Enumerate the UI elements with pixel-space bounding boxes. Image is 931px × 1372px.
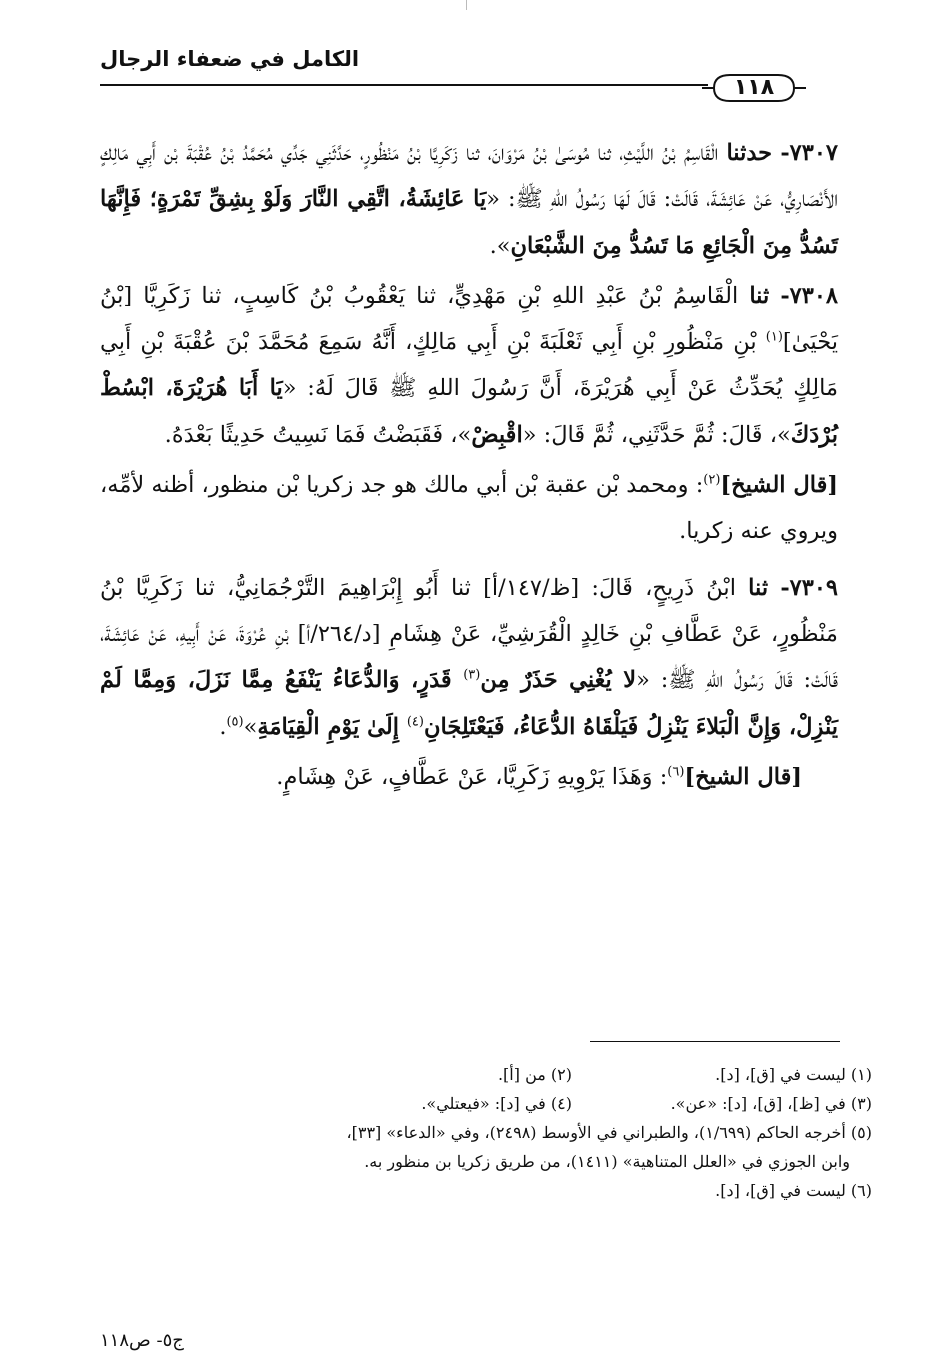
sheikh-text: : وَهَذَا يَرْوِيهِ زَكَرِيَّا، عَنْ عَطَّافٍ، عَنْ هِشَامٍ.: [276, 763, 668, 790]
main-text: [100, 130, 838, 804]
hadith-text-end: ».: [489, 232, 511, 259]
sheikh-label: [قال الشيخ]: [684, 763, 802, 790]
sheikh-label: [قال الشيخ]: [720, 472, 839, 499]
footnote-ref: (٢): [703, 472, 721, 488]
page-number-badge: [700, 72, 808, 104]
footnote-3: (٣) في [ظ]، [ق]، [د]: «عن».: [670, 1094, 872, 1113]
page-number: ١١٨: [733, 75, 775, 100]
hadith-lead: ثنا: [748, 574, 769, 601]
hadith-text: ابْنُ ذَرِيحٍ، قَالَ: [ظ/١٤٧/أ] ثنا أَبُو إِبْرَاهِيمَ التَّرْجُمَانِيُّ، ثنا زَكَرِيَّا بْنُ مَنْظُورٍ، عَنْ عَطَّافِ بْنِ خَالِدٍ الْقُرَشِيِّ، عَنْ هِشَامِ [د/٢٦٤/أ] بْنِ عُرْوَةَ، عَنْ أَبِيهِ، عَنْ عَائِشَةَ، قَالَتْ: قَالَ رَسُولُ اللهِ ﷺ: «: [100, 574, 838, 694]
hadith-quote: اقْبِضْ: [471, 421, 523, 448]
hadith-text: »: [243, 713, 258, 740]
footnote-ref: (٤): [406, 714, 424, 730]
hadith-text: الْقَاسِمُ بْنُ اللَّيْثِ، ثنا مُوسَىٰ بْنُ مَرْوَانَ، ثنا زَكَرِيَّا بْنُ مَنْظُورٍ، حَدَّثَنِي جَدِّي مُحَمَّدُ بْنُ عُقْبَةَ بْن أَبِي مَالِكٍ الأَنْصَارِيُّ، عَنْ عَائِشَةَ، قَالَتْ: قَالَ لَهَا رَسُولُ اللهِ ﷺ: «: [100, 140, 838, 213]
hadith-number: ٧٣٠٧-: [780, 140, 839, 166]
footnote-5: (٥) أخرجه الحاكم (١/٦٩٩)، والطبراني في الأوسط (٢٤٩٨)، وفي «الدعاء» [٣٣]،: [346, 1123, 872, 1142]
hadith-text: بْنِ مَنْظُورِ بْنِ أَبِي ثَعْلَبَةَ بْنِ أَبِي مَالِكٍ، أَنَّهُ سَمِعَ مُحَمَّدَ بْنَ عُقْبَةَ بْنِ أَبِي مَالِكٍ يُحَدِّثُ عَنْ أَبِي هُرَيْرَةَ، أَنَّ رَسُولَ اللهِ ﷺ قَالَ لَهُ: «: [100, 329, 838, 402]
hadith-quote: لا يُغْنِي حَذَرٌ مِن: [480, 667, 637, 694]
footnote-1: (١) ليست في [ق]، [د].: [715, 1065, 872, 1084]
hadith-lead: ثنا: [749, 282, 770, 309]
footnote-row: [100, 1089, 872, 1118]
hadith-text: »، قَالَ: ثُمَّ حَدَّثَنِي، ثُمَّ قَالَ: «: [522, 421, 791, 448]
hadith-text-end: »، فَقَبَضْتُ فَمَا نَسِيتُ حَدِيثًا بَعْدَهُ.: [164, 421, 472, 448]
hadith-quote: يَا عَائِشَةُ، اتَّقِي النَّارَ وَلَوْ بِشِقِّ تَمْرَةٍ؛ فَإِنَّهَا تَسُدُّ مِنَ الْجَائِعِ مَا تَسُدُّ مِنَ الشَّبْعَانِ: [100, 186, 838, 259]
header-rule: [100, 84, 708, 86]
sheikh-comment-2: [100, 754, 838, 800]
footnote-ref: (٥): [226, 714, 244, 730]
footnote-ref: (١): [765, 329, 783, 345]
hadith-7309: [100, 565, 838, 750]
hadith-7308: [100, 273, 838, 458]
sheikh-comment-1: [100, 462, 838, 555]
hadith-quote: يَا أَبَا هُرَيْرَةَ، ابْسُطْ بُرْدَكَ: [100, 375, 838, 448]
footnotes: [100, 1060, 872, 1205]
scan-mark: [466, 0, 467, 10]
hadith-7307: [100, 130, 838, 269]
running-title: الكامل في ضعفاء الرجال: [100, 47, 360, 71]
volume-page-reference: ج٥- ص١١٨: [100, 1330, 184, 1351]
hadith-text-end: .: [219, 713, 227, 740]
footnote-ref: (٦): [667, 764, 685, 780]
footnote-row: [100, 1060, 872, 1089]
footnote-rule: [590, 1041, 840, 1042]
footnote-ref: (٣): [463, 667, 481, 683]
hadith-text: الْقَاسِمُ بْنُ عَبْدِ اللهِ بْنِ مَهْدِيٍّ، ثنا يَعْقُوبُ بْنُ كَاسِبٍ، ثنا زَكَرِيَّا [بْنُ يَحْيَىٰ]: [100, 282, 838, 356]
footnote-4: (٤) في [د]: «فيعتلي».: [421, 1094, 572, 1113]
hadith-quote: قَدَرٍ، وَالدُّعَاءُ يَنْفَعُ مِمَّا نَزَلَ، وَمِمَّا لَمْ يَنْزِلْ، وَإِنَّ الْبَلاءَ يَنْزِلُ فَيَلْقَاهُ الدُّعَاءُ، فَيَعْتَلِجَانِ: [100, 667, 838, 740]
hadith-number: ٧٣٠٩-: [780, 574, 838, 601]
footnote-5-continued: وابن الجوزي في «العلل المتناهية» (١٤١١)، من طريق زكريا بن منظور به.: [364, 1152, 850, 1171]
sheikh-text: : ومحمد بْن عقبة بْن أبي مالك هو جد زكريا بْن منظور، أظنه لأمِّه، ويروي عنه زكريا.: [100, 472, 838, 545]
hadith-quote: إِلَىٰ يَوْمِ الْقِيَامَةِ: [257, 713, 407, 740]
footnote-2: (٢) من [أ].: [497, 1065, 572, 1084]
hadith-number: ٧٣٠٨-: [780, 282, 839, 309]
footnote-6: (٦) ليست في [ق]، [د].: [715, 1181, 872, 1200]
hadith-lead: حدثنا: [726, 140, 773, 166]
